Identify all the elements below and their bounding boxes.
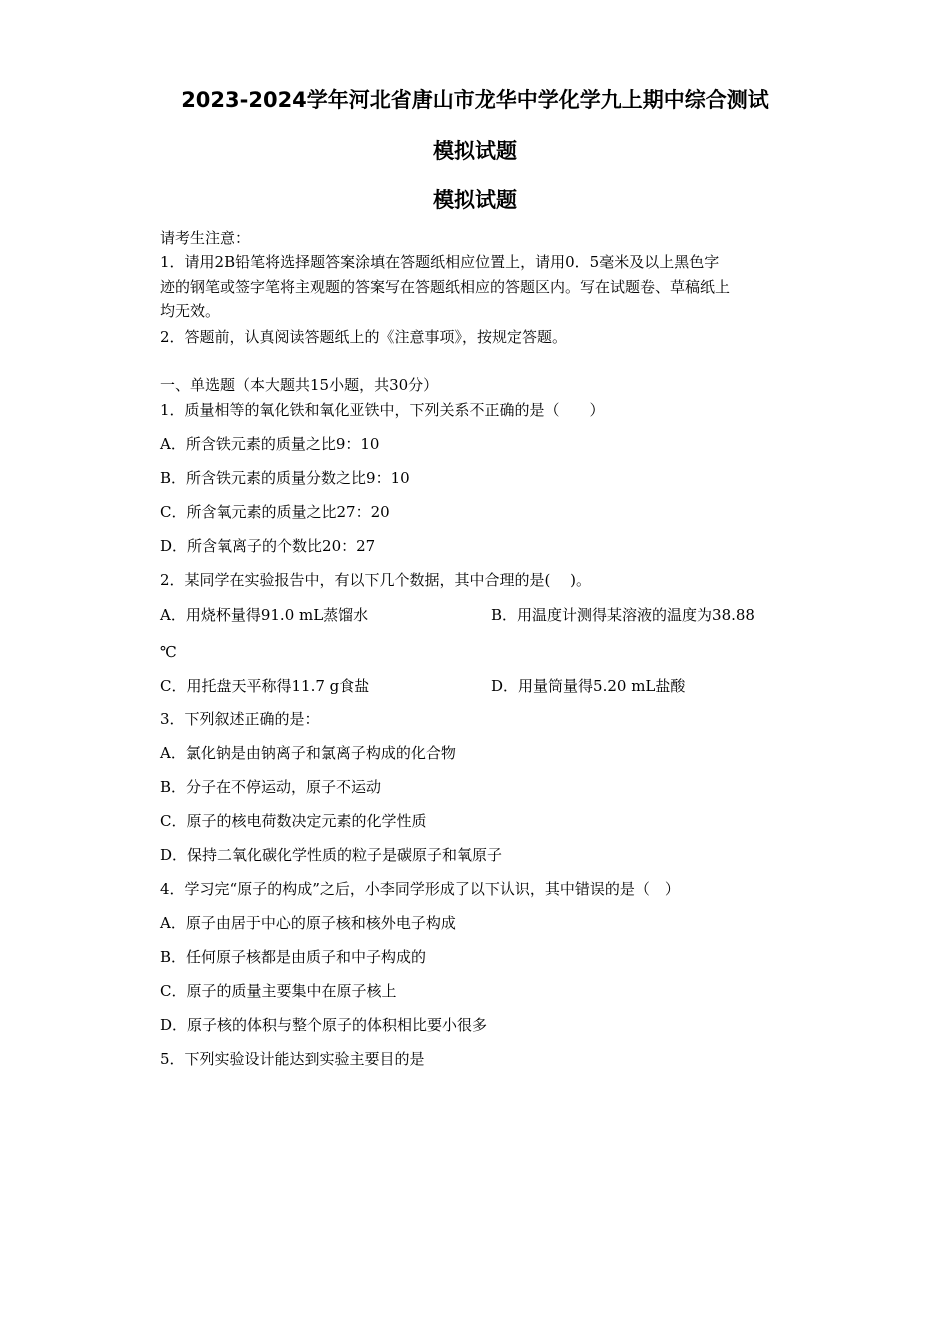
q2-option-c: C．用托盘天平称得11.7 g食盐 (160, 677, 370, 695)
exam-title-line1: 2023-2024学年河北省唐山市龙华中学化学九上期中综合测试 (181, 88, 769, 112)
q5-stem: 5．下列实验设计能达到实验主要目的是 (160, 1050, 425, 1068)
exam-title-line2: 模拟试题 (433, 139, 517, 163)
notice-item1-line2: 迹的钢笔或签字笔将主观题的答案写在答题纸相应的答题区内。写在试题卷、草稿纸上 (160, 278, 731, 296)
q3-option-c: C．原子的核电荷数决定元素的化学性质 (160, 812, 427, 830)
q4-stem: 4．学习完“原子的构成”之后，小李同学形成了以下认识，其中错误的是（ ） (160, 880, 680, 898)
notice-item2: 2．答题前，认真阅读答题纸上的《注意事项》，按规定答题。 (160, 328, 568, 346)
q1-option-a: A．所含铁元素的质量之比9：10 (160, 435, 380, 453)
notice-item1-line1: 1．请用2B铅笔将选择题答案涂填在答题纸相应位置上，请用0．5毫米及以上黑色字 (160, 253, 720, 271)
q2-option-b: B．用温度计测得某溶液的温度为38.88 (491, 606, 755, 624)
q1-option-b: B．所含铁元素的质量分数之比9：10 (160, 469, 410, 487)
q2-option-d: D．用量筒量得5.20 mL盐酸 (491, 677, 686, 695)
q1-stem: 1．质量相等的氧化铁和氧化亚铁中，下列关系不正确的是（ ） (160, 401, 605, 419)
q4-option-d: D．原子核的体积与整个原子的体积相比要小很多 (160, 1016, 488, 1034)
section-heading: 一、单选题（本大题共15小题，共30分） (160, 376, 439, 394)
q3-stem: 3．下列叙述正确的是： (160, 710, 320, 728)
exam-title-line3: 模拟试题 (433, 188, 517, 212)
q1-option-c: C．所含氧元素的质量之比27：20 (160, 503, 390, 521)
q4-option-a: A．原子由居于中心的原子核和核外电子构成 (160, 914, 456, 932)
q3-option-d: D．保持二氧化碳化学性质的粒子是碳原子和氧原子 (160, 846, 503, 864)
q2-stem: 2．某同学在实验报告中，有以下几个数据，其中合理的是( )。 (160, 571, 592, 589)
q3-option-b: B．分子在不停运动，原子不运动 (160, 778, 382, 796)
q2-option-a: A．用烧杯量得91.0 mL蒸馏水 (160, 606, 369, 624)
q2-option-b-unit: ℃ (160, 643, 177, 661)
notice-item1-line3: 均无效。 (160, 302, 221, 320)
q4-option-c: C．原子的质量主要集中在原子核上 (160, 982, 397, 1000)
q4-option-b: B．任何原子核都是由质子和中子构成的 (160, 948, 427, 966)
notice-heading: 请考生注意： (160, 229, 251, 247)
q1-option-d: D．所含氧离子的个数比20：27 (160, 537, 376, 555)
q3-option-a: A．氯化钠是由钠离子和氯离子构成的化合物 (160, 744, 456, 762)
